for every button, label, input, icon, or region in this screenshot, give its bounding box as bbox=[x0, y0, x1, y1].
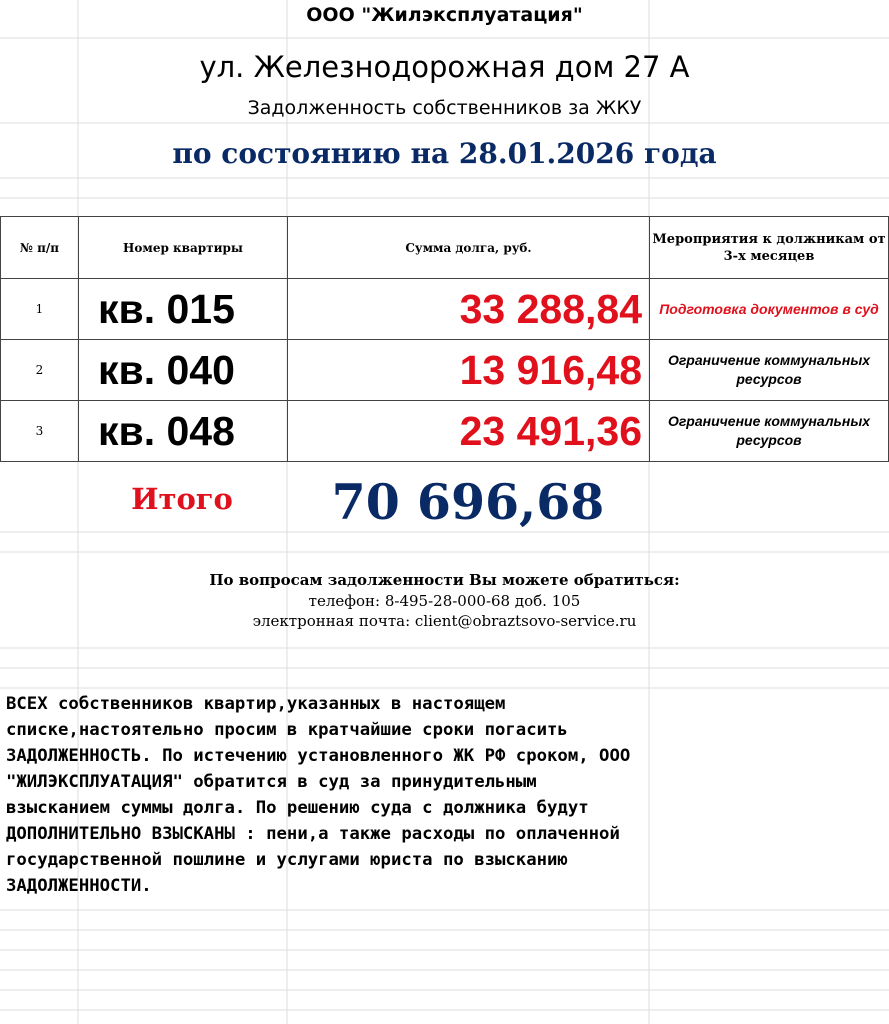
header-apartment: Номер квартиры bbox=[79, 217, 288, 279]
contact-email: электронная почта: client@obraztsovo-service.ru bbox=[252, 612, 637, 630]
row-num: 2 bbox=[1, 340, 79, 401]
header-measures: Мероприятия к должникам от 3-х месяцев bbox=[650, 217, 889, 279]
apartment-number: кв. 015 bbox=[79, 279, 288, 340]
apartment-number: кв. 048 bbox=[79, 401, 288, 462]
row-num: 3 bbox=[1, 401, 79, 462]
company-name: ООО "Жилэксплуатация" bbox=[306, 4, 583, 26]
table-header-row bbox=[1, 217, 889, 279]
header-num: № п/п bbox=[1, 217, 79, 279]
total-label: Итого bbox=[131, 482, 233, 516]
table-row bbox=[1, 401, 889, 462]
total-value: 70 696,68 bbox=[331, 473, 605, 531]
building-address: ул. Железнодорожная дом 27 А bbox=[199, 50, 690, 84]
table-row bbox=[1, 340, 889, 401]
debt-measure: Ограничение коммунальных ресурсов bbox=[650, 340, 889, 401]
debt-amount: 23 491,36 bbox=[288, 401, 650, 462]
debt-amount: 33 288,84 bbox=[288, 279, 650, 340]
row-num: 1 bbox=[1, 279, 79, 340]
apartment-number: кв. 040 bbox=[79, 340, 288, 401]
debt-amount: 13 916,48 bbox=[288, 340, 650, 401]
debt-notice: ВСЕХ собственников квартир,указанных в настоящем списке,настоятельно просим в кратчайшие сроки погасить ЗАДОЛЖЕННОСТЬ. По истечению установленного ЖК РФ сроком, ООО "ЖИЛЭКСПЛУАТАЦИЯ" обратится в суд за принудительным взысканием суммы долга. По решению суда с должника будут ДОПОЛНИТЕЛЬНО ВЗЫСКАНЫ : пени,а также расходы по оплаченной государственной пошлине и услугами юриста по взысканию ЗАДОЛЖЕННОСТИ. bbox=[6, 694, 631, 896]
report-date: по состоянию на 28.01.2026 года bbox=[172, 137, 717, 170]
debt-measure: Ограничение коммунальных ресурсов bbox=[650, 401, 889, 462]
contact-phone: телефон: 8-495-28-000-68 доб. 105 bbox=[308, 592, 581, 610]
debt-table bbox=[0, 216, 889, 462]
header-amount: Сумма долга, руб. bbox=[288, 217, 650, 279]
report-subtitle: Задолженность собственников за ЖКУ bbox=[247, 97, 642, 119]
contact-intro: По вопросам задолженности Вы можете обратиться: bbox=[209, 571, 680, 589]
debt-measure: Подготовка документов в суд bbox=[650, 279, 889, 340]
table-row bbox=[1, 279, 889, 340]
